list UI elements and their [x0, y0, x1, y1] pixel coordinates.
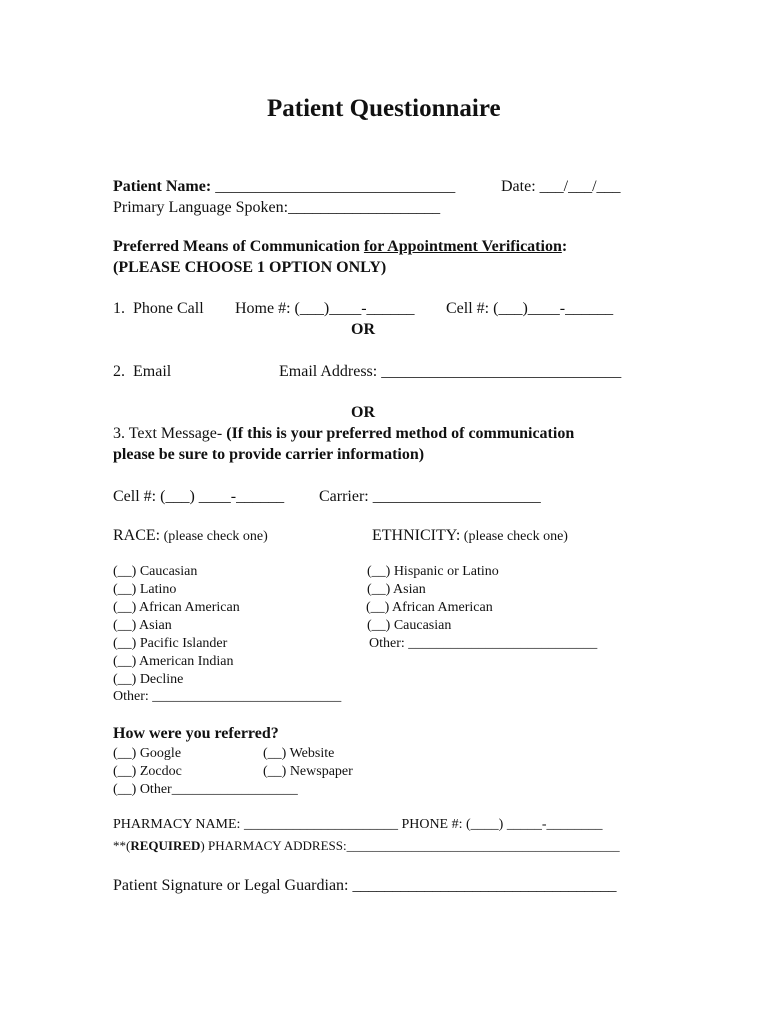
- option-phone-call[interactable]: 1. Phone Call: [113, 300, 204, 317]
- communication-heading-suffix: :: [561, 238, 568, 255]
- patient-name-label: Patient Name:: [113, 178, 212, 195]
- race-other-field[interactable]: Other: ___________________________: [113, 689, 342, 704]
- date-field[interactable]: Date: ___/___/___: [501, 178, 621, 195]
- race-option-american-indian[interactable]: (__) American Indian: [113, 654, 234, 669]
- cell-phone-field[interactable]: Cell #: (___)____-______: [446, 300, 614, 317]
- communication-heading: [113, 238, 567, 256]
- ethnicity-note: (please check one): [460, 529, 568, 544]
- text-message-note-1: (If this is your preferred method of communication: [226, 425, 575, 442]
- ethnicity-label: ETHNICITY:: [372, 527, 461, 544]
- referral-option-website[interactable]: (__) Website: [263, 746, 335, 761]
- race-option-african-american[interactable]: (__) African American: [113, 600, 240, 615]
- carrier-field[interactable]: Carrier: _____________________: [319, 488, 541, 505]
- ethnicity-option-hispanic-latino[interactable]: (__) Hispanic or Latino: [367, 564, 499, 579]
- race-option-asian[interactable]: (__) Asian: [113, 618, 172, 633]
- text-message-note-2: please be sure to provide carrier information): [113, 446, 425, 463]
- patient-name-field[interactable]: ______________________________: [211, 178, 456, 195]
- referral-option-newspaper[interactable]: (__) Newspaper: [263, 764, 353, 779]
- race-label: RACE:: [113, 527, 161, 544]
- race-option-latino[interactable]: (__) Latino: [113, 582, 177, 597]
- race-note: (please check one): [160, 529, 268, 544]
- option-text-message[interactable]: [113, 425, 574, 443]
- pharmacy-address-prefix: **(: [113, 838, 131, 853]
- referral-heading: How were you referred?: [113, 725, 279, 742]
- referral-option-zocdoc[interactable]: (__) Zocdoc: [113, 764, 182, 779]
- text-message-label: 3. Text Message-: [113, 425, 227, 442]
- ethnicity-option-african-american[interactable]: (__) African American: [366, 600, 493, 615]
- ethnicity-other-field[interactable]: Other: ___________________________: [369, 636, 598, 651]
- ethnicity-option-caucasian[interactable]: (__) Caucasian: [367, 618, 452, 633]
- pharmacy-name-phone-field[interactable]: PHARMACY NAME: ______________________ PHONE #: (____) _____-________: [113, 817, 603, 832]
- text-cell-field[interactable]: Cell #: (___) ____-______: [113, 488, 285, 505]
- ethnicity-heading: [372, 527, 568, 545]
- referral-option-other[interactable]: (__) Other__________________: [113, 782, 298, 797]
- signature-field[interactable]: Patient Signature or Legal Guardian: _________________________________: [113, 877, 617, 894]
- ethnicity-option-asian[interactable]: (__) Asian: [367, 582, 426, 597]
- option-email[interactable]: 2. Email: [113, 363, 172, 380]
- or-separator-2: OR: [351, 404, 375, 421]
- race-option-decline[interactable]: (__) Decline: [113, 672, 184, 687]
- pharmacy-address-row[interactable]: [113, 838, 620, 854]
- required-marker: REQUIRED: [130, 838, 201, 853]
- pharmacy-address-field[interactable]: __________________________________________: [346, 838, 620, 853]
- email-address-field[interactable]: Email Address: ______________________________: [279, 363, 622, 380]
- race-option-pacific-islander[interactable]: (__) Pacific Islander: [113, 636, 228, 651]
- primary-language-field[interactable]: Primary Language Spoken:___________________: [113, 199, 441, 216]
- home-phone-field[interactable]: Home #: (___)____-______: [235, 300, 415, 317]
- page-title: Patient Questionnaire: [267, 95, 501, 122]
- race-heading: [113, 527, 268, 545]
- race-option-caucasian[interactable]: (__) Caucasian: [113, 564, 198, 579]
- or-separator-1: OR: [351, 321, 375, 338]
- referral-option-google[interactable]: (__) Google: [113, 746, 182, 761]
- pharmacy-address-label: ) PHARMACY ADDRESS:: [200, 838, 347, 853]
- patient-name-row: [113, 178, 455, 196]
- communication-heading-prefix: Preferred Means of Communication: [113, 238, 364, 255]
- choose-one-note: (PLEASE CHOOSE 1 OPTION ONLY): [113, 259, 387, 276]
- communication-heading-underlined: for Appointment Verification: [363, 238, 562, 255]
